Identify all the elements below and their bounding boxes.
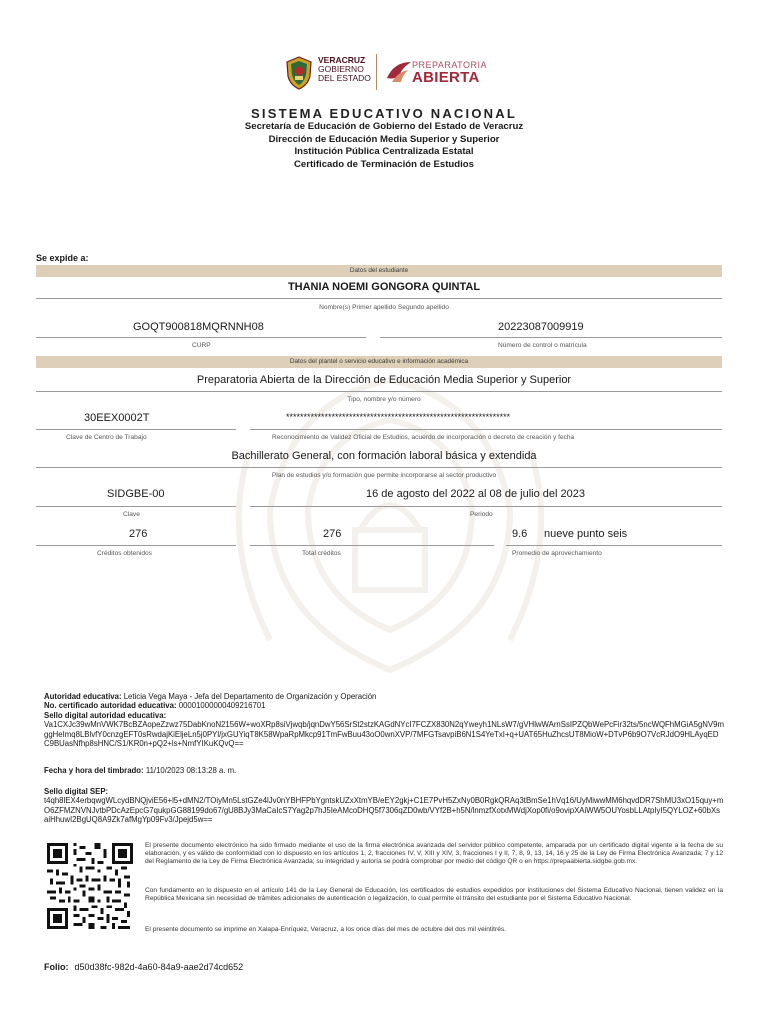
authority-line bbox=[44, 692, 724, 701]
average-caption: Promedio de aprovechamiento bbox=[512, 550, 602, 557]
credits-obtained-caption: Créditos obtenidos bbox=[97, 550, 152, 557]
curp-rule bbox=[36, 337, 366, 338]
school-name-caption: Tipo, nombre y/o número bbox=[347, 396, 421, 403]
sep-seal-block bbox=[44, 787, 724, 825]
folio-label: Folio: bbox=[44, 962, 69, 972]
school-name: Preparatoria Abierta de la Dirección de Educación Media Superior y Superior bbox=[196, 374, 572, 386]
school-name-rule bbox=[36, 391, 722, 392]
credits-total-caption: Total créditos bbox=[302, 550, 341, 557]
student-name: THANIA NOEMI GONGORA QUINTAL bbox=[287, 281, 481, 293]
control-number-rule bbox=[380, 337, 722, 338]
header-line-certificado: Certificado de Terminación de Estudios bbox=[293, 158, 474, 170]
logo-divider bbox=[376, 54, 377, 90]
average-words: nueve punto seis bbox=[544, 528, 628, 540]
authority-seal-label-line bbox=[44, 711, 724, 720]
gobierno-label: GOBIERNO bbox=[318, 64, 364, 74]
curp-value: GOQT900818MQRNNH08 bbox=[133, 321, 264, 333]
credits-total-rule bbox=[250, 545, 494, 546]
document-header bbox=[0, 106, 768, 171]
study-plan: Bachillerato General, con formación laboral básica y extendida bbox=[231, 450, 537, 462]
timestamp-line bbox=[44, 766, 724, 775]
cert-number-line bbox=[44, 701, 724, 710]
header-line-direccion: Dirección de Educación Media Superior y Superior bbox=[268, 133, 500, 145]
credits-obtained-rule bbox=[36, 545, 236, 546]
legal-paragraph-validity: Con fundamento en lo dispuesto en el artículo 141 de la Ley General de Educación, los certificados de estudios expedidos por instituciones del Sistema Educativo Nacional, tienen validez en la República Mexicana sin necesidad de trámites adicionales de autenticación o legalización, lo cual permite el tránsito del estudiante por el Sistema Educativo Nacional. bbox=[145, 887, 723, 903]
authority-block bbox=[44, 692, 724, 748]
authority-seal-label: Sello digital autoridad educativa: bbox=[44, 710, 167, 720]
study-plan-caption: Plan de estudios y/o formación que permite incorporarse al sector productivo bbox=[271, 472, 497, 479]
control-number-caption: Número de control o matrícula bbox=[498, 342, 587, 349]
prepa-abierta-bird-icon bbox=[384, 58, 414, 88]
student-data-band: Datos del estudiante bbox=[36, 265, 722, 277]
authority-value: Leticia Vega Maya - Jefa del Departamento de Organización y Operación bbox=[123, 692, 377, 701]
document-title: SISTEMA EDUCATIVO NACIONAL bbox=[251, 106, 517, 121]
legal-paragraph-signature: El presente documento electrónico ha sido firmado mediante el uso de la firma electrónica avanzada del servidor público competente, amparada por un certificado digital vigente a la fecha de su elaboración, y es válido de conformidad con lo dispuesto en los artículos 1, 2, fracciones IV, V, XIII y XIV, 3, fracciones I y II, 7, 8, 9, 13, 14, 16 y 25 de la Ley de Firma Electrónica Avanzada; 7 y 12 del Reglamento de la Ley de Firma Electrónica Avanzada; su integridad y autoría se podrá comprobar por medio del código QR o en https://prepaabierta.sidgbe.gob.mx. bbox=[145, 842, 723, 866]
control-number-value: 20223087009919 bbox=[498, 321, 584, 333]
credits-total-value: 276 bbox=[323, 528, 342, 540]
veracruz-government-logo-text bbox=[318, 56, 371, 83]
student-name-rule bbox=[36, 298, 722, 299]
cct-rule bbox=[36, 429, 236, 430]
school-data-band: Datos del plantel o servicio educativo e información académica bbox=[36, 356, 722, 368]
folio-value: d50d38fc-982d-4a60-84a9-aae2d74cd652 bbox=[74, 962, 244, 972]
rvoe-caption: Reconocimiento de Validez Oficial de Estudios, acuerdo de incorporación o decreto de creación y fecha bbox=[272, 434, 575, 441]
sep-seal-label: Sello digital SEP: bbox=[44, 787, 109, 796]
header-line-institucion: Institución Pública Centralizada Estatal bbox=[294, 146, 474, 157]
period-rule bbox=[250, 506, 722, 507]
credits-obtained-value: 276 bbox=[129, 528, 148, 540]
prepa-label: PREPARATORIA bbox=[412, 60, 488, 70]
abierta-label: ABIERTA bbox=[412, 69, 480, 86]
cct-value: 30EEX0002T bbox=[84, 412, 150, 424]
timestamp-value: 11/10/2023 08:13:28 a. m. bbox=[145, 766, 237, 775]
authority-label: Autoridad educativa: bbox=[44, 692, 122, 701]
average-number: 9.6 bbox=[512, 528, 528, 540]
header-line-secretaria: Secretaría de Educación de Gobierno del Estado de Veracruz bbox=[244, 121, 524, 132]
period-value: 16 de agosto del 2022 al 08 de julio del 2023 bbox=[366, 488, 585, 500]
sep-seal-value: t4qh8lEX4erbqwgWLcydBNQjviE56+l5+dMN2/TOiyMn5LstGZe4lJv0nYBHFPbYgntskUZxXtmYB/eEY2gkj+C1E7PvH5ZxNy0B0RgkQRAq3tBmSe1hVq16/UyMiwwMM6hqvdDR7ShMU3xO15quy+mO6ZFMZNVNJvtbPDcAzEpcG7qukpGG88199do67/gU8BJy3MaCaIcS7Yag2p7hJ5IeAMcoDHQ5f7306qZD0wb/VYf2B+h5N/lnmzfXotxMWdjXop0fi/o9ovipXAiWW5OUYosbLLAtpIyI5QYLOZ+60bXsaiHhuwI2BgUQ8A9Zk7afMgYp09Fv3/Jpejd5w== bbox=[44, 796, 724, 825]
cert-number-label: No. certificado autoridad educativa: bbox=[44, 701, 177, 711]
veracruz-label: VERACRUZ bbox=[318, 55, 366, 65]
cert-number-value: 00001000000409216701 bbox=[178, 701, 266, 711]
watermark-seal-icon bbox=[210, 360, 570, 690]
study-plan-rule bbox=[36, 467, 722, 468]
curp-caption: CURP bbox=[192, 342, 211, 349]
clave-caption: Clave bbox=[123, 511, 140, 518]
rvoe-value: **************************************************************** bbox=[286, 412, 511, 422]
clave-rule bbox=[36, 506, 236, 507]
average-rule bbox=[506, 545, 722, 546]
prepa-abierta-logo-text bbox=[412, 60, 487, 85]
qr-code-icon[interactable] bbox=[47, 843, 133, 929]
rvoe-rule bbox=[250, 429, 722, 430]
authority-seal-value: Va1CXJc39wMnVWK7BcBZAopeZzwz75DabKnoN2156W+woXRp8siVjwqb/jqnDwY56SrSt2stzKAGdNYcI7FCZX830N2qYweyh1NLsW7/gVHlwWArnSsIPZQbWePcFir32ts/5ncWQFhMGiA5gNV9mggHeImq8LBlvfY0cnzgEFT0sRwdajKiEljeLn5j0PYl/jxGUYiqT8K58WpaRpMkcp91TmFwBuu43oO0wnXVP/7MFGTsavpiB6N1S4YeTxI+q+UAT65HuZhcsUT8MioW+DTvP6b9O7VcRJdO9HLAyqEDC9BUasNfhp8sHNC/S1/KR0n+pQ2+ls+NmfYIKuKQvQ== bbox=[44, 720, 724, 749]
legal-paragraph-place: El presente documento se imprime en Xalapa-Enríquez, Veracruz, a los once días del mes de octubre del dos mil veintitrés. bbox=[145, 926, 507, 933]
clave-value: SIDGBE-00 bbox=[107, 488, 165, 500]
veracruz-coat-of-arms-icon bbox=[284, 56, 314, 90]
folio-line bbox=[44, 962, 243, 972]
header-logos bbox=[0, 52, 768, 94]
issued-to-label: Se expide a: bbox=[36, 253, 89, 263]
sep-seal-label-line bbox=[44, 787, 724, 796]
period-caption: Periodo bbox=[470, 511, 493, 518]
student-name-caption: Nombre(s) Primer apellido Segundo apellido bbox=[319, 304, 449, 311]
timestamp-label: Fecha y hora del timbrado: bbox=[44, 766, 144, 775]
del-estado-label: DEL ESTADO bbox=[318, 73, 371, 83]
cct-caption: Clave de Centro de Trabajo bbox=[66, 434, 147, 441]
